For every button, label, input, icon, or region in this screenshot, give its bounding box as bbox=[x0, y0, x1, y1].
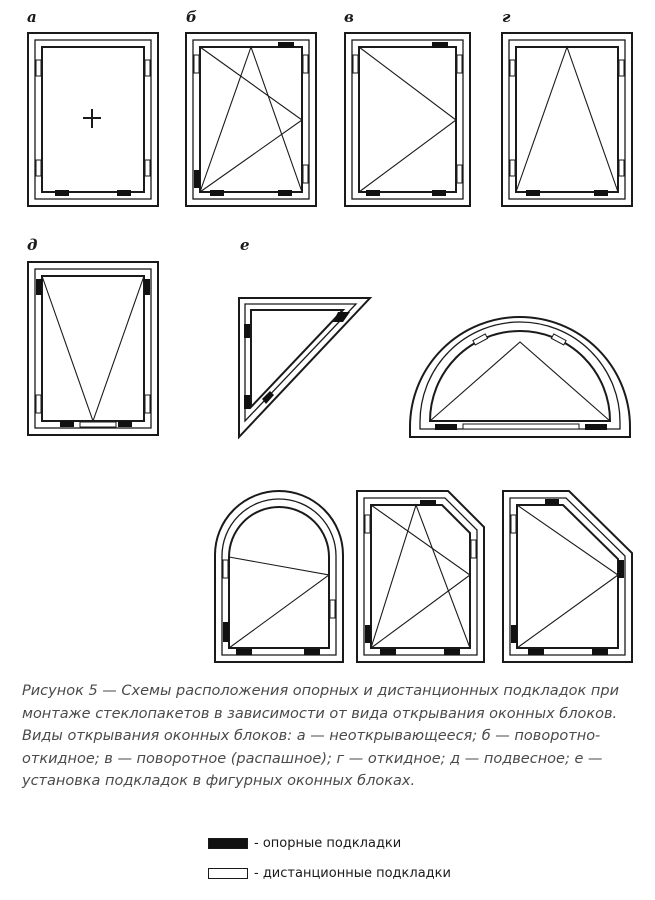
label-v: в bbox=[344, 8, 354, 26]
legend-spacer-label: - дистанционные подкладки bbox=[254, 866, 451, 881]
label-a: а bbox=[27, 8, 37, 26]
window-e-arched bbox=[215, 491, 343, 662]
figure-caption: Рисунок 5 — Схемы расположения опорных и дистанционных подкладок при монтаже стеклопакетов в зависимости от вида открывания оконных блоков. Виды открывания оконных блоков: а — неоткрывающееся; б — поворотно-откидное; в — поворотное (распашное); г — откидное; д — подвесное; е — установка подкладок в фигурных оконных блоках. bbox=[22, 683, 620, 789]
legend-spacer bbox=[208, 866, 451, 881]
label-e: е bbox=[240, 236, 250, 254]
label-g: г bbox=[502, 8, 511, 26]
label-d: д bbox=[27, 236, 38, 254]
window-e-semicircle bbox=[410, 317, 630, 437]
window-b-tilt-turn bbox=[186, 33, 316, 206]
window-e-slanted bbox=[503, 491, 632, 662]
legend-support-label: - опорные подкладки bbox=[254, 836, 402, 851]
window-v-turn bbox=[345, 33, 470, 206]
support-swatch-icon bbox=[208, 838, 248, 849]
window-e-triangle bbox=[239, 298, 370, 437]
window-e-trapezoid bbox=[357, 491, 484, 662]
label-b: б bbox=[186, 8, 197, 26]
window-d-hung bbox=[28, 262, 158, 435]
window-g-tilt bbox=[502, 33, 632, 206]
spacer-swatch-icon bbox=[208, 868, 248, 879]
legend-support bbox=[208, 836, 401, 851]
window-a-fixed bbox=[28, 33, 158, 206]
